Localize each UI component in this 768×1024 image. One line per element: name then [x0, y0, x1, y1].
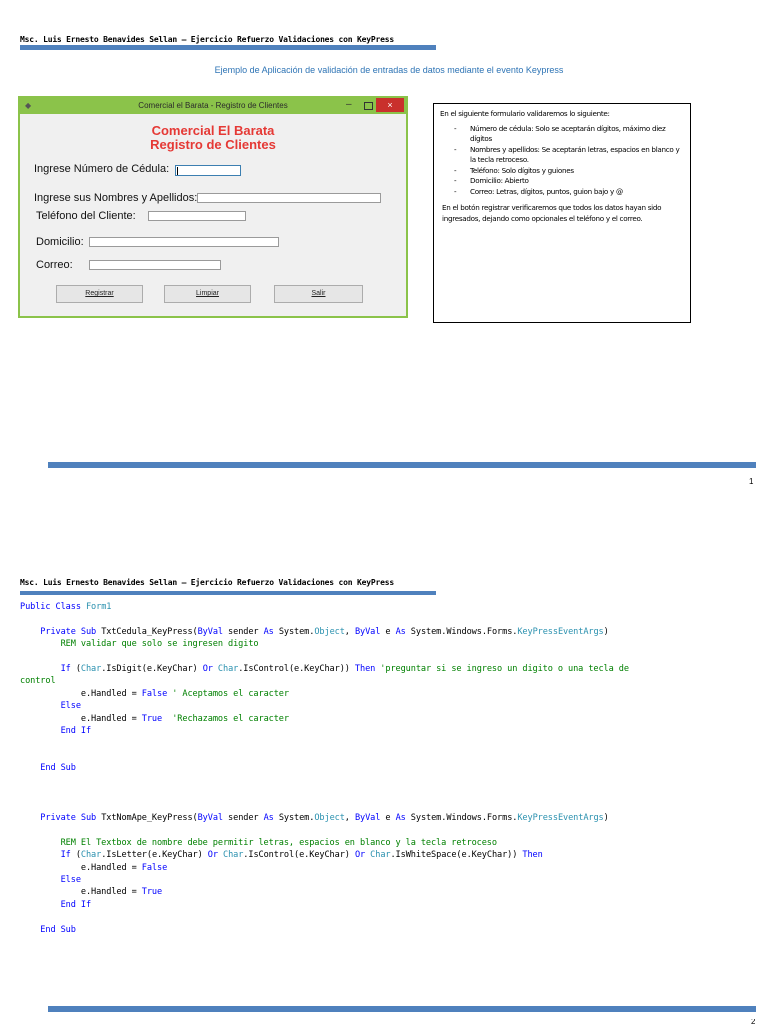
page2-header-rule [20, 591, 436, 595]
code-token: ' Aceptamos el caracter [172, 688, 289, 699]
code-token: .IsLetter(e.KeyChar) [101, 850, 208, 861]
cedula-input[interactable] [175, 165, 241, 176]
notes-item: - Correo: Letras, dígitos, puntos, guion bajo y @ [440, 187, 684, 198]
code-token: TxtCedula_KeyPress( [101, 626, 198, 637]
code-token: False [141, 862, 168, 873]
code-token: ByVal [354, 812, 386, 823]
code-token: e [385, 626, 396, 637]
code-token [20, 850, 61, 860]
code-token [20, 925, 40, 935]
limpiar-button[interactable]: Limpiar [164, 285, 251, 303]
code-token [20, 664, 61, 674]
code-token: control [20, 676, 56, 687]
code-token: REM validar que solo se ingresen digito [60, 639, 259, 650]
code-token: ) [603, 812, 609, 823]
code-token: ByVal [197, 626, 229, 637]
registro-window [18, 96, 408, 318]
code-line [20, 824, 750, 836]
code-token: ( [75, 664, 81, 675]
code-token: , [344, 812, 355, 823]
code-token: True [141, 713, 173, 724]
code-token: e [385, 812, 396, 823]
code-token: Public Class [20, 602, 86, 612]
salir-button[interactable]: Salir [274, 285, 363, 303]
code-token: e.Handled = [20, 862, 142, 873]
correo-label: Correo: [36, 259, 73, 271]
code-token: End If [60, 726, 92, 737]
close-icon[interactable]: × [376, 98, 404, 112]
code-token: KeyPressEventArgs [517, 626, 604, 637]
page1-header: Msc. Luis Ernesto Benavides Sellan – Ejercicio Refuerzo Validaciones con KeyPress [20, 35, 394, 44]
code-token: True [141, 887, 163, 898]
notes-item: - Teléfono: Solo dígitos y guiones [440, 166, 684, 177]
code-token: sender [228, 812, 264, 823]
code-line [20, 862, 750, 874]
code-token: Char [223, 850, 244, 861]
code-token: ByVal [197, 812, 229, 823]
code-token: sender [228, 626, 264, 637]
code-token: Else [60, 874, 81, 885]
code-token: End Sub [40, 924, 76, 935]
code-token: As [395, 812, 411, 823]
code-token: If [60, 664, 76, 675]
code-line [20, 911, 750, 923]
nombres-label: Ingrese sus Nombres y Apellidos: [34, 192, 198, 204]
code-token: Char [370, 850, 391, 861]
code-line [20, 663, 750, 675]
code-token: ) [603, 626, 609, 637]
code-token: TxtNomApe_KeyPress( [101, 812, 198, 823]
code-token [20, 763, 40, 773]
code-token: Or [207, 850, 223, 861]
notes-item: - Nombres y apellidos: Se aceptarán letras, espacios en blanco y la tecla retroceso. [440, 145, 684, 166]
code-token: ( [75, 850, 81, 861]
code-line [20, 812, 750, 824]
domicilio-input[interactable] [89, 237, 279, 247]
domicilio-label: Domicilio: [36, 236, 84, 248]
code-line [20, 613, 750, 625]
window-titlebar[interactable] [20, 98, 406, 114]
code-line [20, 638, 750, 650]
page1-number: 1 [749, 477, 754, 486]
code-token: Char [80, 664, 102, 675]
code-token: e.Handled = [20, 887, 142, 898]
code-token: .IsControl(e.KeyChar)) [238, 664, 355, 675]
code-line [20, 675, 750, 687]
code-token: False [141, 688, 173, 699]
code-line [20, 713, 750, 725]
code-line [20, 874, 750, 886]
code-token: End If [60, 899, 92, 910]
code-token: KeyPressEventArgs [517, 812, 604, 823]
code-token: REM El Textbox de nombre debe permitir letras, espacios en blanco y la tecla retroceso [60, 837, 497, 848]
notes-list [440, 124, 684, 198]
code-token: .IsControl(e.KeyChar) [243, 850, 355, 861]
code-line [20, 725, 750, 737]
code-token: Then [354, 664, 381, 675]
code-token: End Sub [40, 763, 76, 774]
code-line [20, 849, 750, 861]
code-token: Else [60, 701, 81, 712]
code-token: System.Windows.Forms. [410, 626, 518, 637]
code-token: As [263, 626, 279, 637]
code-token: If [60, 850, 76, 861]
code-line [20, 737, 750, 749]
code-line [20, 800, 750, 812]
code-token: ByVal [354, 626, 386, 637]
page1-subtitle: Ejemplo de Aplicación de validación de entradas de datos mediante el evento Keypress [214, 65, 564, 75]
code-token: 'Rechazamos el caracter [172, 713, 289, 724]
code-token: Private Sub [40, 626, 102, 637]
code-token: Form1 [85, 602, 112, 612]
code-token: , [344, 626, 355, 637]
code-token: Char [80, 850, 102, 861]
code-token: e.Handled = [20, 713, 142, 724]
notes-item: - Número de cédula: Solo se aceptarán dígitos, máximo diez dígitos [440, 124, 684, 145]
correo-input[interactable] [89, 260, 221, 270]
notes-item: - Domicilio: Abierto [440, 176, 684, 187]
notes-intro: En el siguiente formulario validaremos lo siguiente: [440, 109, 610, 118]
validation-notes-box [433, 103, 691, 323]
code-token: System. [278, 812, 315, 823]
cedula-label: Ingrese Número de Cédula: [34, 163, 170, 175]
app-icon: ◆ [25, 101, 32, 110]
code-token [20, 838, 61, 848]
code-token: Char [217, 664, 239, 675]
notes-outro: En el botón registrar verificaremos que todos los datos hayan sido ingresados, dejando como opcionales el teléfono y el correo. [442, 203, 662, 223]
code-line [20, 626, 750, 638]
code-token [20, 813, 40, 823]
code-token: e.Handled = [20, 688, 142, 699]
form-heading: Registro de Clientes [150, 137, 276, 152]
code-token [20, 639, 61, 649]
page1-header-rule [20, 45, 436, 50]
code-line [20, 924, 750, 936]
code-token: System.Windows.Forms. [410, 812, 518, 823]
code-token [20, 900, 61, 910]
code-token [20, 701, 61, 711]
code-line [20, 601, 750, 613]
code-token: System. [278, 626, 315, 637]
code-line [20, 762, 750, 774]
window-title: Comercial el Barata - Registro de Clientes [138, 101, 288, 110]
telefono-input[interactable] [148, 211, 246, 221]
code-token: Or [354, 850, 371, 861]
code-token: Private Sub [40, 812, 102, 823]
code-token [20, 726, 61, 736]
code-line [20, 837, 750, 849]
page1-footer-rule [48, 462, 756, 468]
code-token: 'preguntar si se ingreso un digito o una tecla de [380, 664, 629, 675]
telefono-label: Teléfono del Cliente: [36, 210, 136, 222]
page2-number: 2 [751, 1019, 756, 1024]
code-line [20, 688, 750, 700]
code-token: Or [202, 664, 218, 675]
text-caret [177, 167, 178, 175]
code-line [20, 899, 750, 911]
code-line [20, 787, 750, 799]
code-line [20, 750, 750, 762]
code-token: Then [522, 850, 543, 861]
code-line [20, 886, 750, 898]
code-token: As [263, 812, 279, 823]
code-block [20, 601, 750, 936]
maximize-icon[interactable] [364, 102, 373, 110]
page2-header: Msc. Luis Ernesto Benavides Sellan – Ejercicio Refuerzo Validaciones con KeyPress [20, 578, 394, 587]
page2-footer-rule [48, 1006, 756, 1012]
code-line [20, 651, 750, 663]
code-token [20, 627, 40, 637]
code-token: Object [314, 626, 345, 637]
code-line [20, 700, 750, 712]
code-token: .IsWhiteSpace(e.KeyChar)) [390, 850, 523, 861]
code-token: .IsDigit(e.KeyChar) [101, 664, 203, 675]
company-name: Comercial El Barata [151, 123, 275, 138]
code-token: As [395, 626, 411, 637]
code-token [20, 875, 61, 885]
nombres-input[interactable] [197, 193, 381, 203]
minimize-icon[interactable]: – [346, 99, 352, 110]
code-token: Object [314, 812, 345, 823]
registrar-button[interactable]: Registrar [56, 285, 143, 303]
code-line [20, 775, 750, 787]
